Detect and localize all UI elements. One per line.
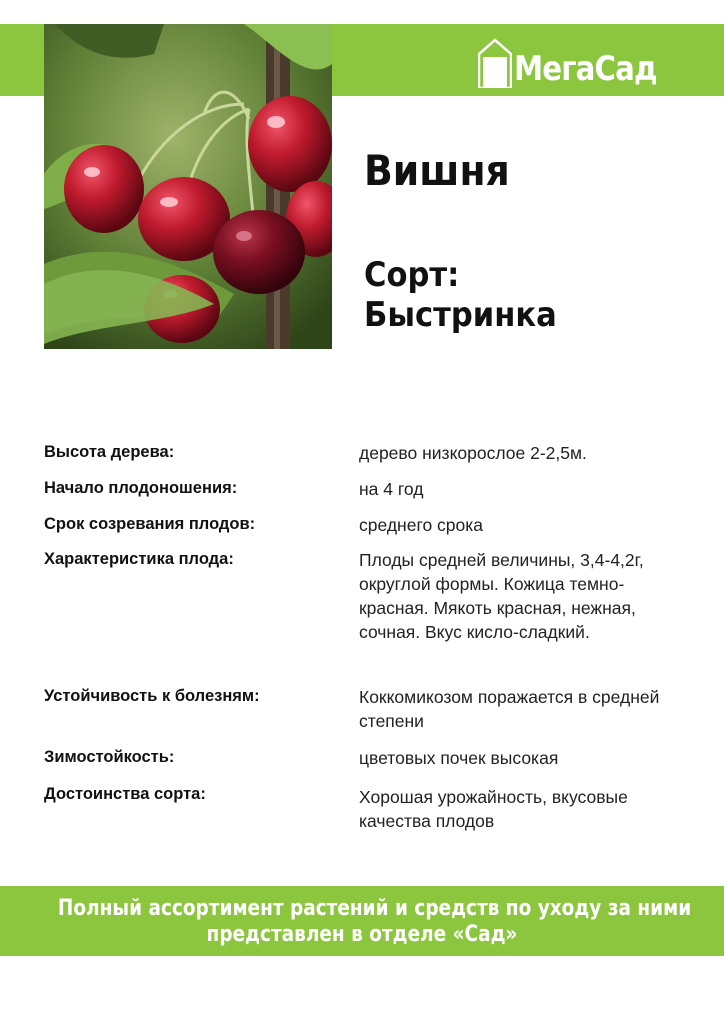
spec-label: Срок созревания плодов: xyxy=(44,515,256,533)
spec-value: среднего срока xyxy=(359,515,484,535)
spec-label: Высота дерева: xyxy=(44,443,175,461)
spec-label: Характеристика плода: xyxy=(44,550,234,568)
spec-value: Плоды средней величины, 3,4-4,2г, округлой формы. Кожица темно-красная. Мякоть красная, нежная, сочная. Вкус кисло-сладкий. xyxy=(359,550,644,642)
variety-name: Быстринка xyxy=(364,295,557,335)
product-title: Вишня xyxy=(364,146,510,195)
house-icon xyxy=(478,38,512,88)
spec-label: Начало плодоношения: xyxy=(44,479,238,497)
spec-value: Коккомикозом поражается в средней степени xyxy=(359,687,660,731)
spec-value: на 4 год xyxy=(359,479,424,499)
footer-line-2: представлен в отделе «Сад» xyxy=(206,922,518,947)
brand-name: МегаСад xyxy=(514,49,657,89)
variety-block xyxy=(364,255,557,335)
brand-logo xyxy=(478,32,680,88)
cherry-photo xyxy=(44,24,332,349)
spec-label: Достоинства сорта: xyxy=(44,785,206,803)
variety-label: Сорт: xyxy=(364,255,460,295)
spec-label: Зимостойкость: xyxy=(44,748,175,766)
spec-value: Хорошая урожайность, вкусовые качества плодов xyxy=(359,787,628,831)
footer-line-1: Полный ассортимент растений и средств по уходу за ними xyxy=(57,896,692,921)
spec-label: Устойчивость к болезням: xyxy=(44,687,260,705)
footer-band xyxy=(0,886,724,956)
spec-value: дерево низкорослое 2-2,5м. xyxy=(359,443,587,463)
spec-value: цветовых почек высокая xyxy=(359,748,559,768)
